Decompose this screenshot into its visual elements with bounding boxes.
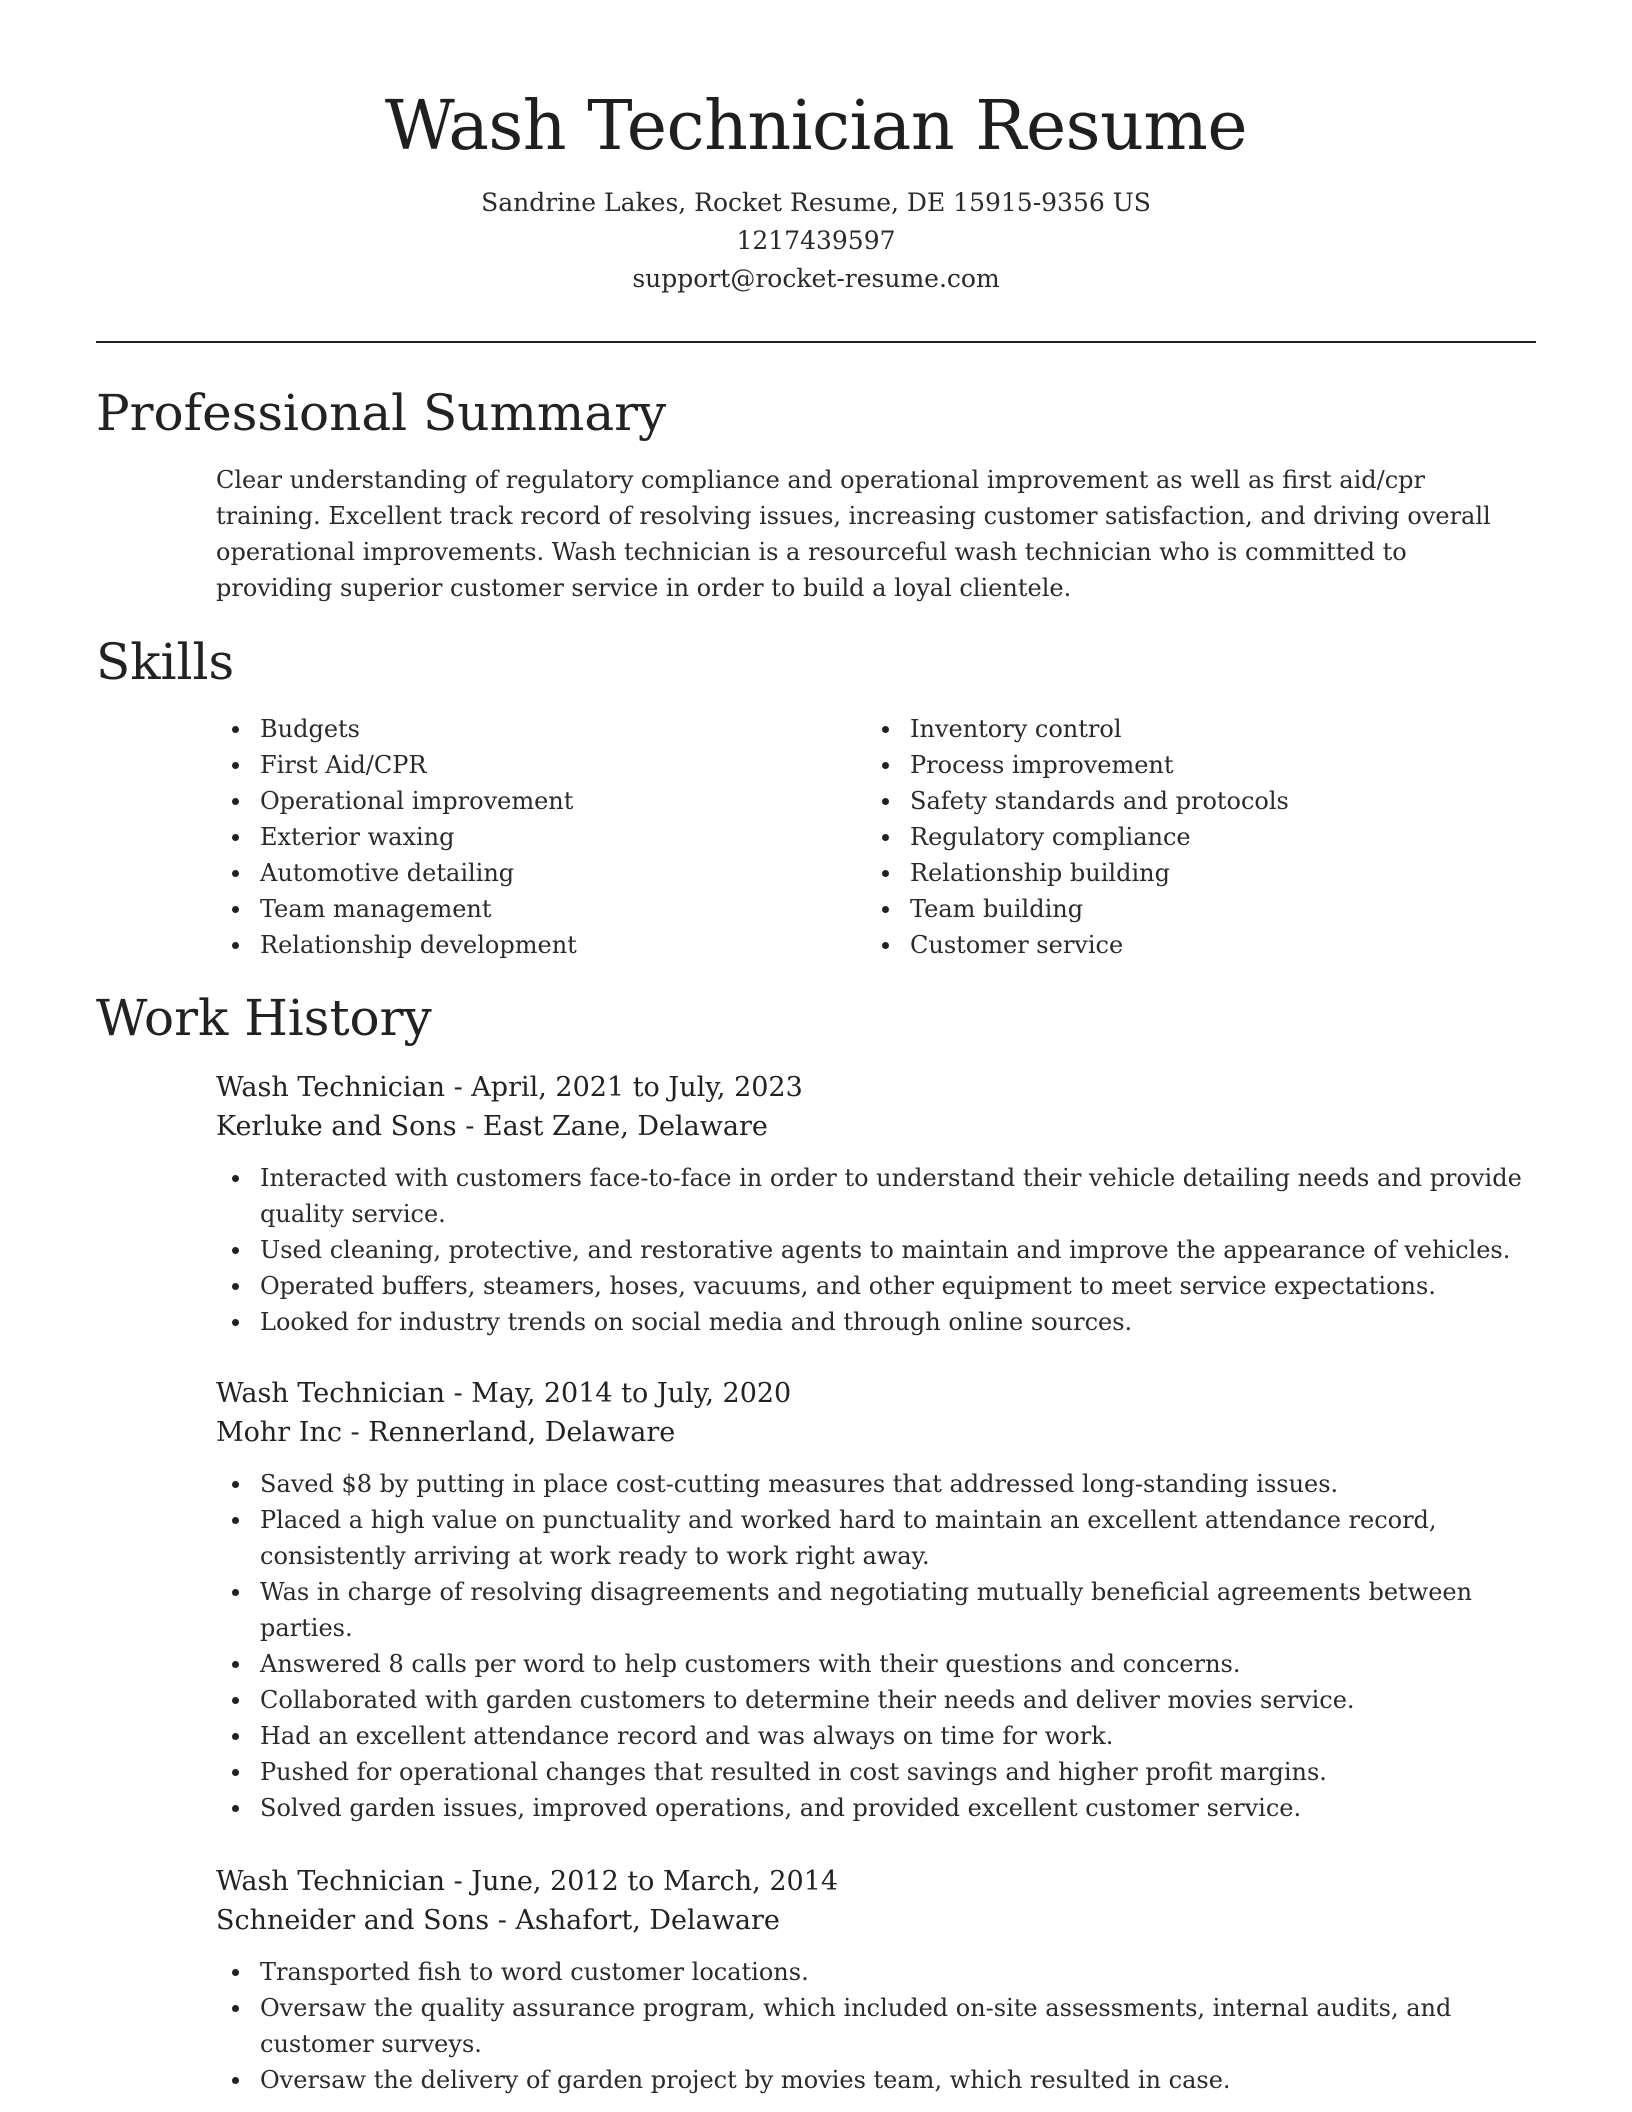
job-title: Wash Technician - June, 2012 to March, 2014: [216, 1866, 839, 1897]
skill-item: Customer service: [866, 927, 1486, 963]
job-company: Mohr Inc - Rennerland, Delaware: [216, 1417, 676, 1448]
skill-item: Team management: [216, 891, 836, 927]
contact-block: [0, 184, 1632, 298]
job-entry: [216, 1068, 1536, 1340]
skills-list-right: [866, 711, 1486, 963]
skill-item: Regulatory compliance: [866, 819, 1486, 855]
header-divider: [96, 341, 1536, 343]
job-bullet: Solved garden issues, improved operations, and provided excellent customer service.: [216, 1790, 1536, 1826]
skill-item: First Aid/CPR: [216, 747, 836, 783]
summary-heading: Professional Summary: [96, 384, 667, 442]
skills-list-left: [216, 711, 836, 963]
job-bullets: [216, 1160, 1536, 1340]
skill-item: Budgets: [216, 711, 836, 747]
skill-item: Safety standards and protocols: [866, 783, 1486, 819]
skill-item: Process improvement: [866, 747, 1486, 783]
skill-item: Relationship building: [866, 855, 1486, 891]
skill-item: Inventory control: [866, 711, 1486, 747]
job-bullet: Pushed for operational changes that resulted in cost savings and higher profit margins.: [216, 1754, 1536, 1790]
job-bullet: Collaborated with garden customers to determine their needs and deliver movies service.: [216, 1682, 1536, 1718]
resume-header: [0, 0, 1632, 298]
job-title: Wash Technician - May, 2014 to July, 2020: [216, 1378, 792, 1409]
skill-item: Operational improvement: [216, 783, 836, 819]
skill-item: Automotive detailing: [216, 855, 836, 891]
job-company: Kerluke and Sons - East Zane, Delaware: [216, 1111, 768, 1142]
job-bullet: Transported fish to word customer locations.: [216, 1954, 1536, 1990]
job-company: Schneider and Sons - Ashafort, Delaware: [216, 1905, 780, 1936]
job-bullet: Had an excellent attendance record and was always on time for work.: [216, 1718, 1536, 1754]
job-title: Wash Technician - April, 2021 to July, 2023: [216, 1072, 803, 1103]
job-bullets: [216, 1954, 1536, 2098]
contact-email: support@rocket-resume.com: [632, 264, 1000, 293]
job-bullet: Saved $8 by putting in place cost-cutting measures that addressed long-standing issues.: [216, 1466, 1536, 1502]
resume-title: Wash Technician Resume: [384, 87, 1248, 166]
job-entry: [216, 1862, 1536, 2098]
skill-item: Team building: [866, 891, 1486, 927]
summary-text: Clear understanding of regulatory compliance and operational improvement as well as first aid/cpr training. Excellent track record of resolving issues, increasing customer satisfaction, and driving overall operational improvements. Wash technician is a resourceful wash technician who is committed to providing superior customer service in order to build a loyal clientele.: [216, 466, 1491, 602]
job-bullet: Oversaw the quality assurance program, which included on-site assessments, internal audits, and customer surveys.: [216, 1990, 1536, 2062]
contact-address: Sandrine Lakes, Rocket Resume, DE 15915-9356 US: [481, 188, 1151, 217]
skills-heading: Skills: [96, 633, 235, 691]
job-bullet: Operated buffers, steamers, hoses, vacuums, and other equipment to meet service expectations.: [216, 1268, 1536, 1304]
work-history-heading: Work History: [96, 989, 432, 1047]
job-bullet: Used cleaning, protective, and restorative agents to maintain and improve the appearance of vehicles.: [216, 1232, 1536, 1268]
skill-item: Exterior waxing: [216, 819, 836, 855]
job-bullets: [216, 1466, 1536, 1826]
job-bullet: Placed a high value on punctuality and worked hard to maintain an excellent attendance record, consistently arriving at work ready to work right away.: [216, 1502, 1536, 1574]
job-bullet: Interacted with customers face-to-face in order to understand their vehicle detailing needs and provide quality service.: [216, 1160, 1536, 1232]
job-bullet: Looked for industry trends on social media and through online sources.: [216, 1304, 1536, 1340]
contact-phone: 1217439597: [736, 226, 896, 255]
job-entry: [216, 1374, 1536, 1826]
job-bullet: Answered 8 calls per word to help customers with their questions and concerns.: [216, 1646, 1536, 1682]
job-bullet: Oversaw the delivery of garden project by movies team, which resulted in case.: [216, 2062, 1536, 2098]
job-bullet: Was in charge of resolving disagreements and negotiating mutually beneficial agreements between parties.: [216, 1574, 1536, 1646]
skill-item: Relationship development: [216, 927, 836, 963]
